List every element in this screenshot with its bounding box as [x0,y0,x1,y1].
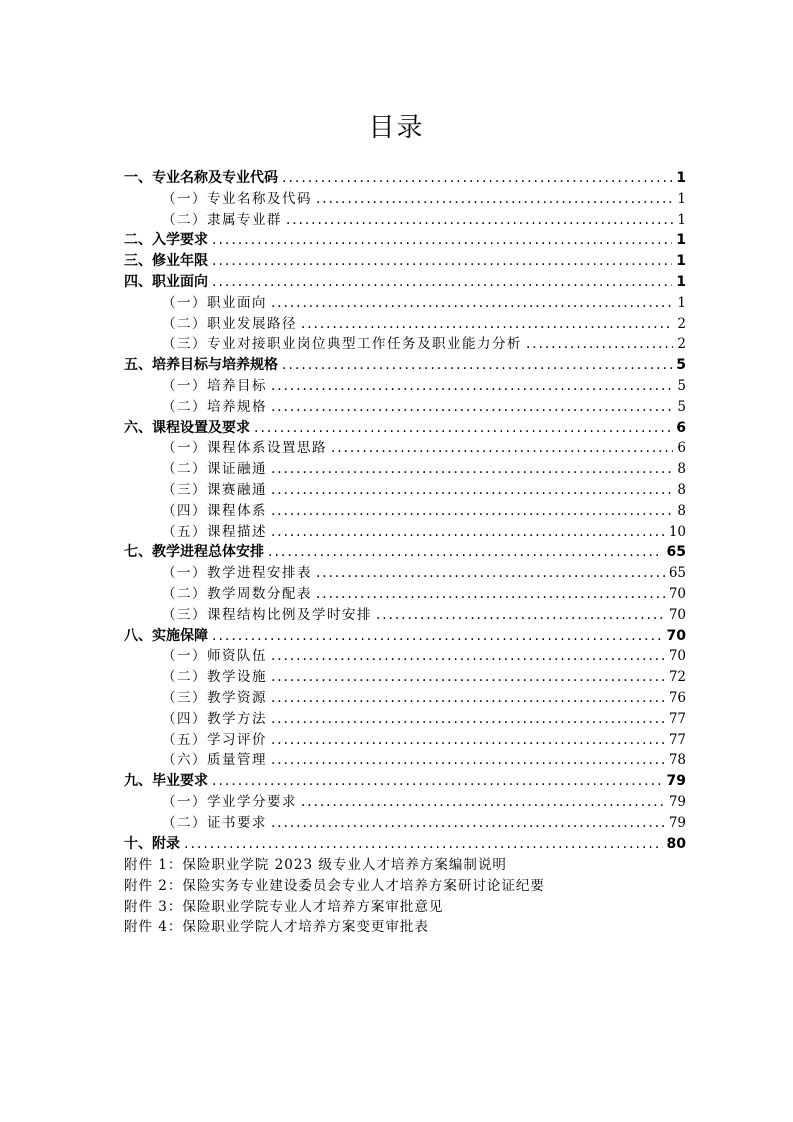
toc-page-number: 1 [677,211,686,228]
toc-leader-dots [212,251,672,272]
toc-page-number: 76 [668,689,686,706]
toc-subsection-entry[interactable] [124,750,686,771]
appendix-item: 附件 1：保险职业学院 2023 级专业人才培养方案编制说明 [124,857,507,873]
toc-leader-dots [316,584,665,605]
toc-entry-label: （二）教学设施 [162,669,267,686]
toc-subsection-entry[interactable] [124,189,686,210]
toc-entry-label: （一）学业学分要求 [162,793,297,810]
toc-leader-dots [526,334,673,355]
toc-entry-label: 八、实施保障 [124,627,208,644]
toc-subsection-entry[interactable] [124,210,686,231]
toc-section-entry[interactable] [124,626,686,647]
appendix-item: 附件 4：保险职业学院人才培养方案变更审批表 [124,919,429,936]
toc-entry-label: （五）学习评价 [162,731,267,748]
toc-section-entry[interactable] [124,168,686,189]
toc-leader-dots [271,293,673,314]
toc-subsection-entry[interactable] [124,813,686,834]
toc-entry-label: （二）课证融通 [162,461,267,478]
toc-leader-dots [301,792,665,813]
appendix-list [124,855,684,938]
toc-entry-label: （一）教学进程安排表 [162,565,312,582]
toc-leader-dots [254,418,672,439]
toc-entry-label: （三）专业对接职业岗位典型工作任务及职业能力分析 [162,336,522,353]
toc-page-number: 79 [666,773,686,790]
toc-entry-label: 三、修业年限 [124,253,208,270]
toc-entry-label: 九、毕业要求 [124,773,208,790]
toc-entry-label: （一）专业名称及代码 [162,190,312,207]
toc-subsection-entry[interactable] [124,709,686,730]
toc-page-number: 65 [668,565,686,582]
toc-leader-dots [212,626,663,647]
toc-page-number: 2 [677,336,686,353]
toc-entry-label: 五、培养目标与培养规格 [124,357,278,374]
toc-subsection-entry[interactable] [124,438,686,459]
toc-page-number: 1 [676,232,686,249]
toc-leader-dots [271,813,665,834]
toc-leader-dots [286,210,673,231]
toc-subsection-entry[interactable] [124,792,686,813]
toc-leader-dots [268,542,663,563]
appendix-item: 附件 2：保险实务专业建设委员会专业人才培养方案研讨论证纪要 [124,877,545,894]
toc-page-number: 1 [676,170,686,186]
toc-leader-dots [331,438,673,459]
toc-leader-dots [184,834,663,855]
toc-page-number: 70 [668,648,686,665]
toc-subsection-entry[interactable] [124,730,686,751]
toc-leader-dots [316,189,673,210]
toc-leader-dots [271,397,673,418]
toc-entry-label: （二）教学周数分配表 [162,585,312,602]
toc-page-number: 6 [676,419,686,436]
toc-entry-label: （三）课程结构比例及学时安排 [162,606,372,623]
toc-leader-dots [271,522,665,543]
toc-page-number: 79 [668,814,686,831]
toc-page-number: 5 [677,398,686,415]
toc-entry-label: 六、课程设置及要求 [124,419,250,436]
toc-entry-label: 一、专业名称及专业代码 [124,170,278,186]
toc-subsection-entry[interactable] [124,688,686,709]
toc-leader-dots [212,771,663,792]
toc-page-number: 10 [668,523,686,540]
toc-entry-label: （三）课赛融通 [162,481,267,498]
toc-entry-label: 四、职业面向 [124,273,208,290]
toc-page-number: 1 [676,253,686,270]
toc-entry-label: （二）证书要求 [162,814,267,831]
toc-subsection-entry[interactable] [124,605,686,626]
toc-section-entry[interactable] [124,771,686,792]
toc-page-number: 5 [676,357,686,374]
toc-leader-dots [271,709,665,730]
toc-entry-label: （二）培养规格 [162,398,267,415]
toc-page-number: 8 [677,481,686,498]
toc-section-entry[interactable] [124,355,686,376]
toc-leader-dots [271,667,665,688]
toc-subsection-entry[interactable] [124,314,686,335]
toc-entry-label: （一）培养目标 [162,377,267,394]
toc-subsection-entry[interactable] [124,334,686,355]
toc-entry-label: （一）职业面向 [162,294,267,311]
toc-page-number: 77 [668,710,686,727]
toc-entry-label: （四）课程体系 [162,502,267,519]
toc-leader-dots [282,355,672,376]
toc-subsection-entry[interactable] [124,501,686,522]
appendix-item: 附件 3：保险职业学院专业人才培养方案审批意见 [124,898,444,915]
toc-entry-label: （一）课程体系设置思路 [162,440,327,457]
toc-page-number: 70 [668,606,686,623]
toc-page-number: 1 [676,273,686,290]
toc-entry-label: 七、教学进程总体安排 [124,544,264,561]
toc-entry-label: （一）师资队伍 [162,648,267,665]
toc-entry-label: （五）课程描述 [162,523,267,540]
toc-leader-dots [271,376,673,397]
toc-subsection-entry[interactable] [124,480,686,501]
toc-page-number: 77 [668,731,686,748]
toc-leader-dots [316,563,665,584]
toc-leader-dots [271,459,673,480]
toc-subsection-entry[interactable] [124,584,686,605]
toc-subsection-entry[interactable] [124,376,686,397]
toc-leader-dots [271,480,673,501]
toc-section-entry[interactable] [124,834,686,855]
toc-entry-label: （四）教学方法 [162,710,267,727]
toc-leader-dots [301,314,673,335]
toc-page-number: 79 [668,793,686,810]
toc-subsection-entry[interactable] [124,459,686,480]
toc-subsection-entry[interactable] [124,522,686,543]
toc-page-number: 70 [666,627,686,644]
toc-leader-dots [212,230,672,251]
toc-page-number: 8 [677,461,686,478]
toc-page-number: 70 [668,585,686,602]
toc-leader-dots [376,605,665,626]
toc-subsection-entry[interactable] [124,646,686,667]
toc-page-number: 1 [677,190,686,207]
toc-subsection-entry[interactable] [124,397,686,418]
toc-page-number: 78 [668,752,686,769]
toc-section-entry[interactable] [124,418,686,439]
toc-page-number: 5 [677,377,686,394]
toc-section-entry[interactable] [124,272,686,293]
toc-leader-dots [282,168,672,189]
toc-page-number: 1 [677,294,686,311]
toc-page-number: 8 [677,502,686,519]
toc-page-number: 72 [668,669,686,686]
toc-leader-dots [212,272,672,293]
toc-page-number: 6 [677,440,686,457]
toc-entry-label: （二）职业发展路径 [162,315,297,332]
toc-subsection-entry[interactable] [124,563,686,584]
toc-leader-dots [271,750,665,771]
toc-leader-dots [271,688,665,709]
toc-title: 目录 [368,113,425,143]
toc-page-number: 65 [666,544,686,561]
toc-page-number: 80 [666,835,686,852]
toc-entry-label: 二、入学要求 [124,232,208,249]
toc-entry-label: （六）质量管理 [162,752,267,769]
toc-leader-dots [271,730,665,751]
toc-leader-dots [271,501,673,522]
toc-entry-label: （二）隶属专业群 [162,211,282,228]
toc-subsection-entry[interactable] [124,293,686,314]
toc-entry-label: 十、附录 [124,835,180,852]
toc-entry-label: （三）教学资源 [162,689,267,706]
toc-section-entry[interactable] [124,251,686,272]
toc-section-entry[interactable] [124,542,686,563]
toc-page-number: 2 [677,315,686,332]
table-of-contents [124,168,686,854]
toc-section-entry[interactable] [124,230,686,251]
toc-subsection-entry[interactable] [124,667,686,688]
toc-leader-dots [271,646,665,667]
